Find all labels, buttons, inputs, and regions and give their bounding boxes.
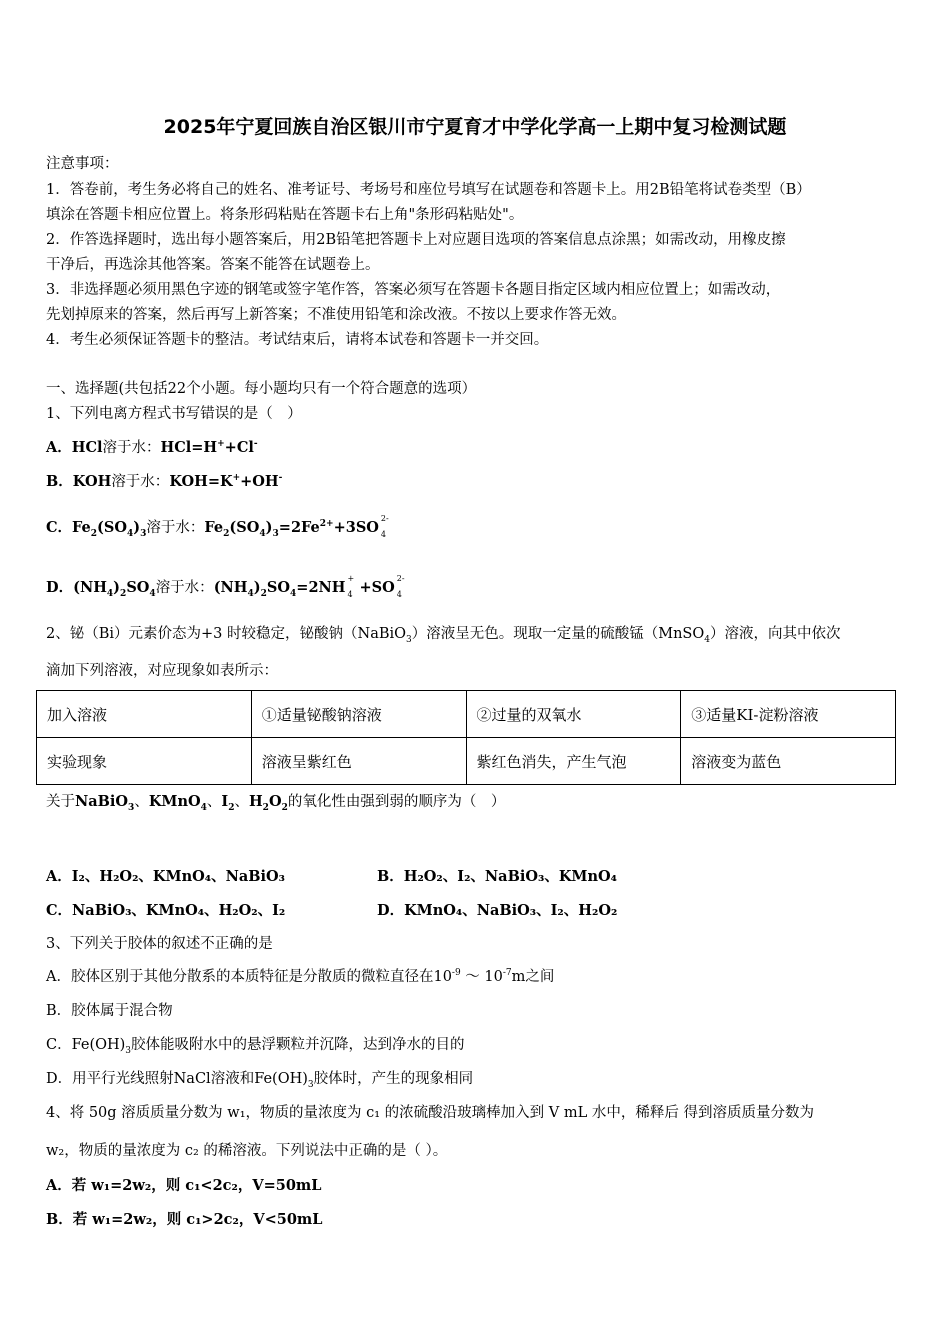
q1-stem: 1、下列电离方程式书写错误的是（ ） <box>46 406 302 422</box>
notice-line: 2．作答选择题时，选出每小题答案后，用2B铅笔把答题卡上对应题目选项的答案信息点涂黑；如需改动，用橡皮擦 <box>46 232 786 248</box>
table-cell: ①适量铋酸钠溶液 <box>251 691 466 738</box>
notice-heading: 注意事项： <box>46 156 119 172</box>
q1-option-c: C．$Fe_2(SO_4)_3$溶于水：$Fe_2(SO_4)_3=2Fe^{2+}+3SO$ 2- 4 <box>46 514 389 539</box>
notice-line: 先划掉原来的答案，然后再写上新答案；不准使用铅笔和涂改液。不按以上要求作答无效。 <box>46 307 626 323</box>
table-cell: ②过量的双氧水 <box>466 691 681 738</box>
q2-option-b: B．H₂O₂、I₂、NaBiO₃、KMnO₄ <box>377 868 617 885</box>
q1-option-a: A．HCl溶于水：HCl=H++Cl- <box>46 439 258 456</box>
notice-line: 干净后，再选涂其他答案。答案不能答在试题卷上。 <box>46 257 380 273</box>
notice-line: 1．答卷前，考生务必将自己的姓名、准考证号、考场号和座位号填写在试题卷和答题卡上。用2B铅笔将试卷类型（B） <box>46 182 811 198</box>
q1-option-b: B．KOH溶于水：KOH=K++OH- <box>46 473 283 490</box>
notice-line: 4．考生必须保证答题卡的整洁。考试结束后，请将本试卷和答题卡一并交回。 <box>46 332 549 348</box>
section-heading: 一、选择题(共包括22个小题。每小题均只有一个符合题意的选项） <box>46 381 477 397</box>
q3-stem: 3、下列关于胶体的叙述不正确的是 <box>46 936 273 952</box>
table-cell: 加入溶液 <box>37 691 252 738</box>
table-cell: 紫红色消失，产生气泡 <box>466 738 681 785</box>
q4-option-a: A．若 w₁=2w₂，则 c₁<2c₂，V=50mL <box>46 1177 322 1194</box>
table-cell: 溶液呈紫红色 <box>251 738 466 785</box>
q1-option-d: D．$(NH_4)_2SO_4$溶于水：$(NH_4)_2SO_4=2NH$ + 4 +SO 2- 4 <box>46 574 405 599</box>
q2-stem-cont: 滴加下列溶液，对应现象如表所示： <box>46 663 278 679</box>
q3-option-a: A．胶体区别于其他分散系的本质特征是分散质的微粒直径在$10^{-9}$ ～ $10^{-7}m$之间 <box>46 968 555 985</box>
table-cell: ③适量KI-淀粉溶液 <box>681 691 896 738</box>
q2-option-c: C．NaBiO₃、KMnO₄、H₂O₂、I₂ <box>46 902 286 919</box>
notice-line: 填涂在答题卡相应位置上。将条形码粘贴在答题卡右上角"条形码粘贴处"。 <box>46 207 524 223</box>
notice-line: 3．非选择题必须用黑色字迹的钢笔或签字笔作答，答案必须写在答题卡各题目指定区域内相应位置上；如需改动， <box>46 282 781 298</box>
table-cell: 实验现象 <box>37 738 252 785</box>
q2-option-d: D．KMnO₄、NaBiO₃、I₂、H₂O₂ <box>377 902 618 919</box>
q4-stem: 4、将 50g 溶质质量分数为 w₁，物质的量浓度为 c₁ 的浓硫酸沿玻璃棒加入到 V mL 水中，稀释后 得到溶质质量分数为 <box>46 1105 814 1121</box>
table-cell: 溶液变为蓝色 <box>681 738 896 785</box>
q2-stem: 2、铋（Bi）元素价态为+3 时较稳定，铋酸钠（NaBiO$_3$）溶液呈无色。现取一定量的硫酸锰（MnSO$_4$）溶液，向其中依次 <box>46 626 841 645</box>
q4-option-b: B．若 w₁=2w₂，则 c₁>2c₂，V<50mL <box>46 1211 323 1228</box>
q3-option-d: D．用平行光线照射NaCl溶液和$Fe(OH)_3$胶体时，产生的现象相同 <box>46 1071 474 1090</box>
page-title: 2025年宁夏回族自治区银川市宁夏育才中学化学高一上期中复习检测试题 <box>163 116 787 138</box>
q3-option-b: B．胶体属于混合物 <box>46 1003 173 1019</box>
experiment-table <box>36 690 896 785</box>
q4-stem-cont: w₂，物质的量浓度为 c₂ 的稀溶液。下列说法中正确的是（ ）。 <box>46 1143 448 1159</box>
q2-question: 关于NaBiO$_3$、KMnO$_4$、$I_2$、$H_2O_2$的氧化性由强到弱的顺序为（ ） <box>46 793 506 813</box>
q2-option-a: A．I₂、H₂O₂、KMnO₄、NaBiO₃ <box>46 868 285 885</box>
table-row <box>37 738 896 785</box>
q3-option-c: C．$Fe(OH)_3$胶体能吸附水中的悬浮颗粒并沉降，达到净水的目的 <box>46 1037 465 1056</box>
table-row <box>37 691 896 738</box>
